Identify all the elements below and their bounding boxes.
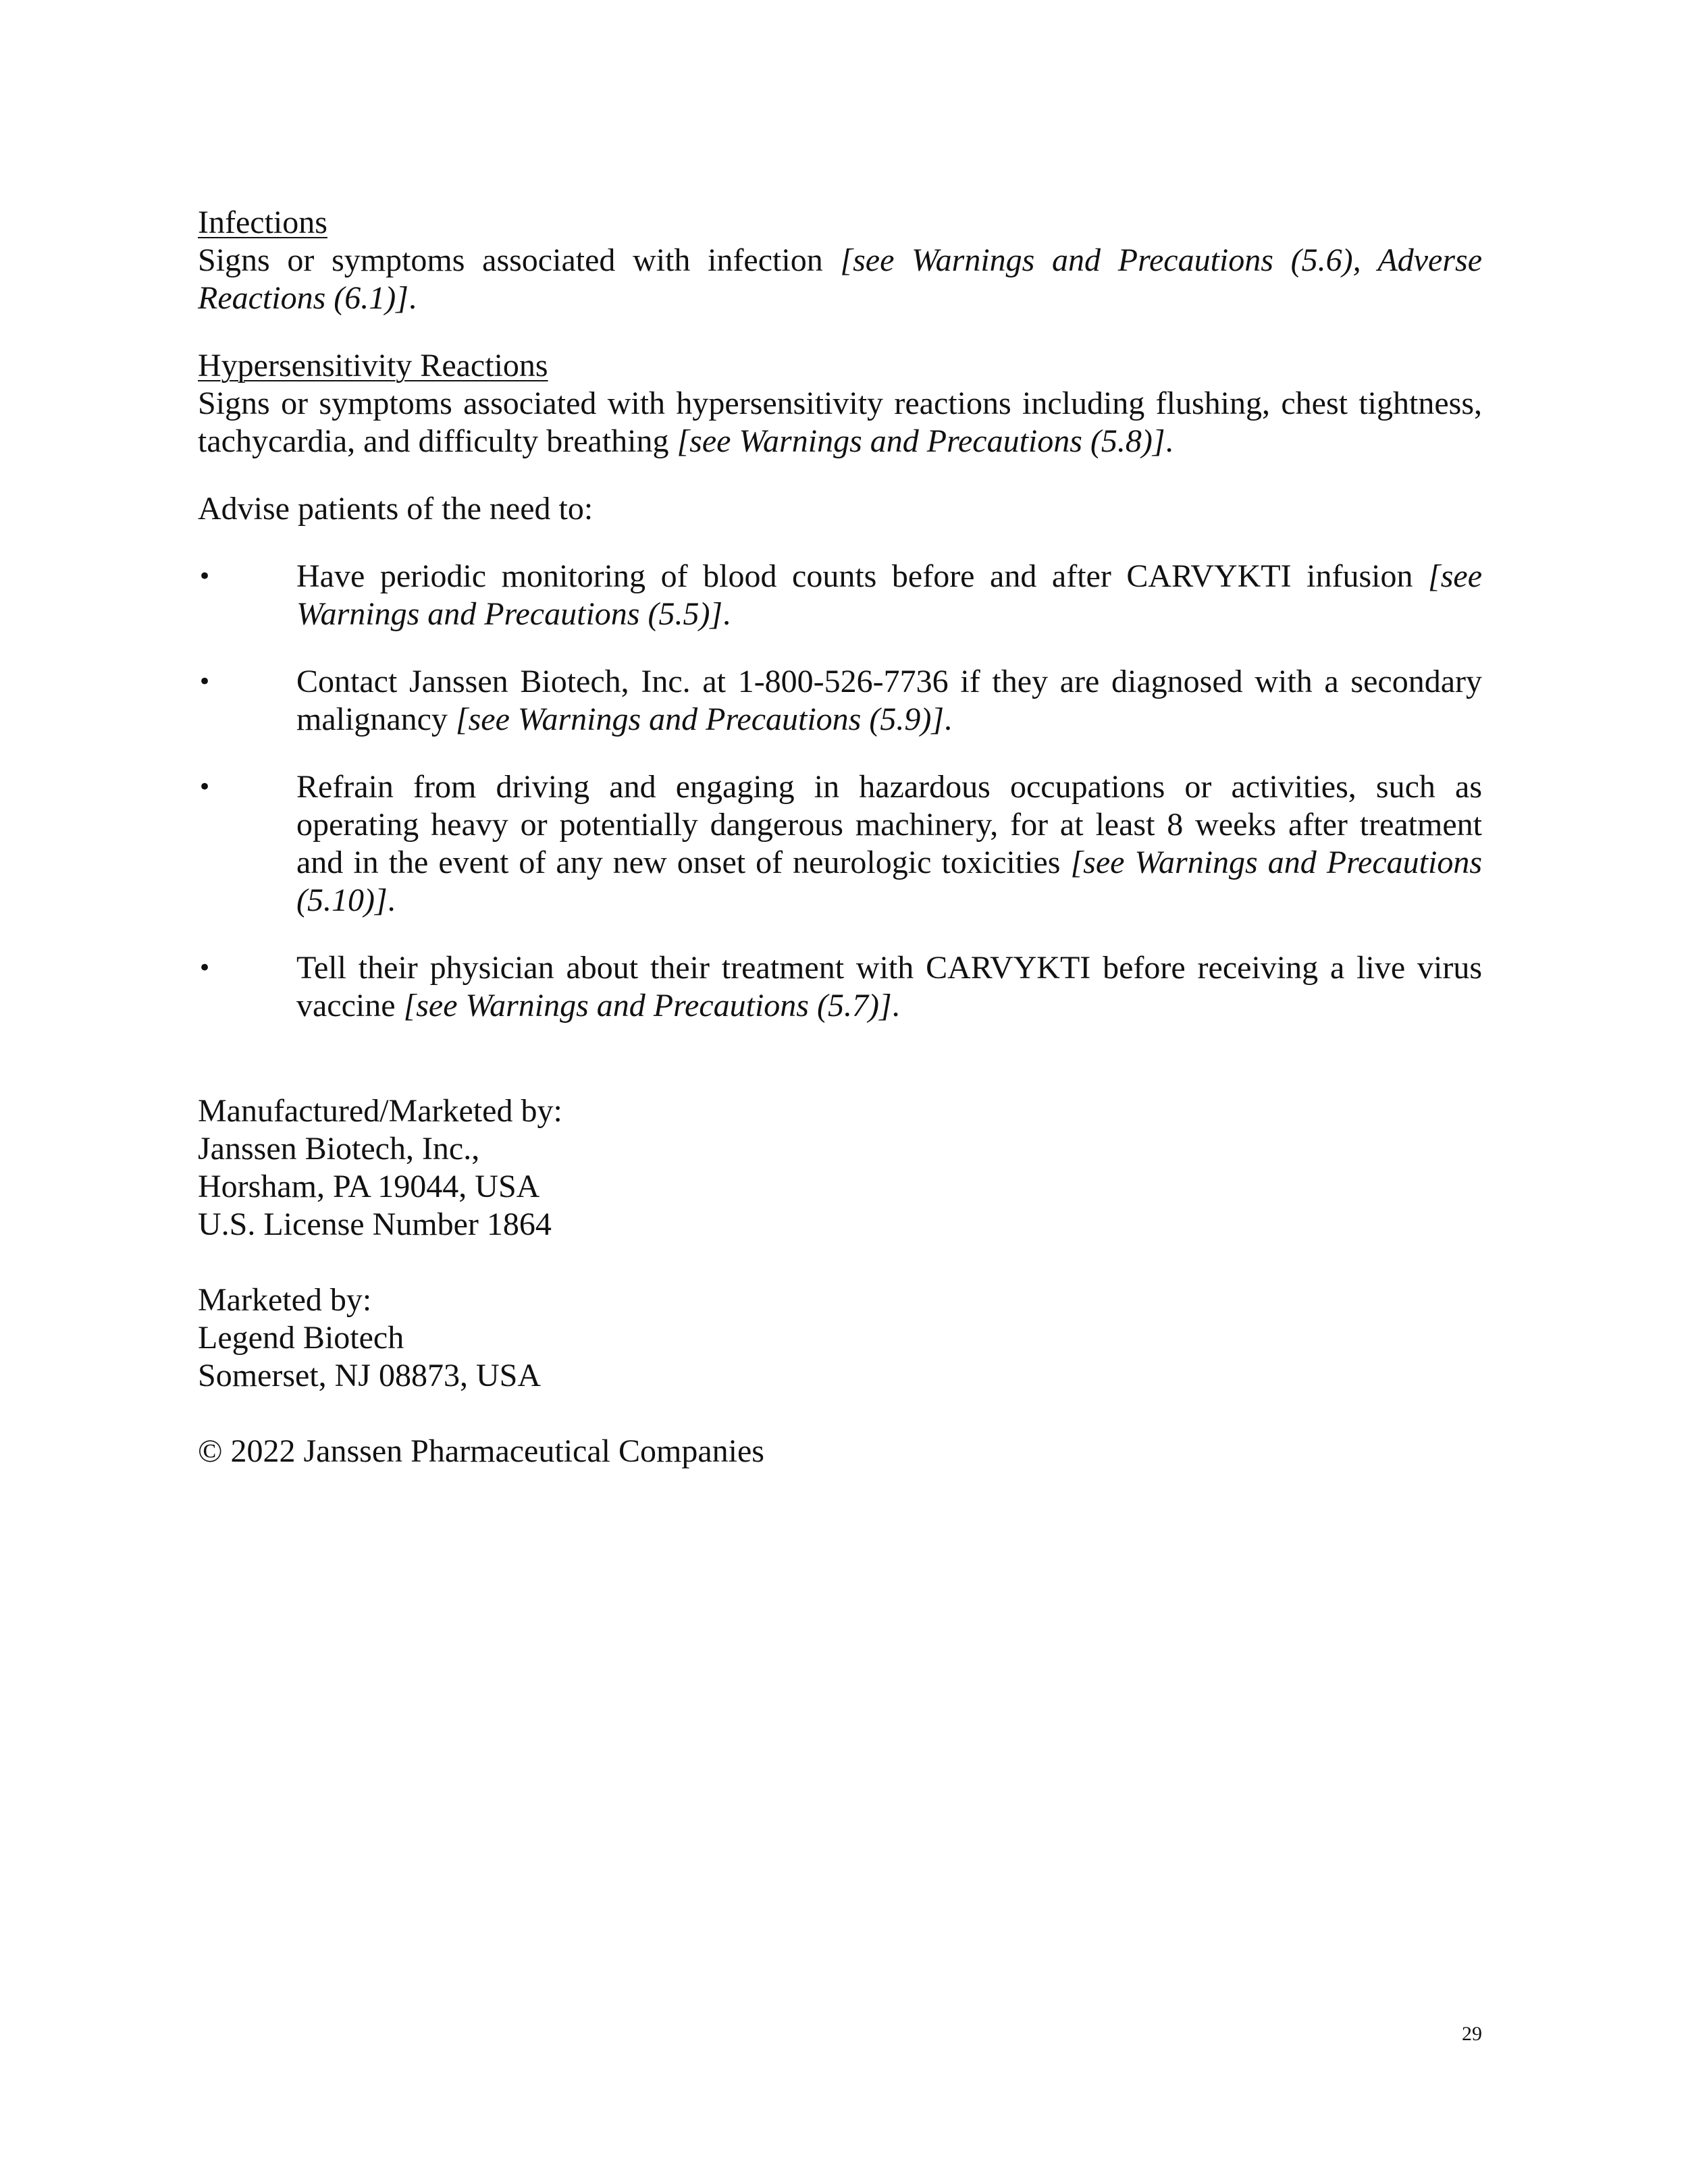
advise-list: [198, 558, 1482, 1025]
page-number: 29: [1462, 2023, 1482, 2045]
hypersensitivity-reference: [see Warnings and Precautions (5.8)]: [677, 423, 1165, 459]
page-content: [198, 204, 1482, 1470]
copyright-notice: © 2022 Janssen Pharmaceutical Companies: [198, 1433, 764, 1469]
hypersensitivity-section: [198, 347, 1482, 460]
bullet-text: Contact Janssen Biotech, Inc. at 1-800-526-7736 if they are diagnosed with a secondary malignancy: [296, 664, 1482, 737]
list-item: [198, 663, 1482, 739]
bullet-period: .: [944, 701, 952, 737]
infections-period: .: [408, 280, 417, 316]
advise-intro: Advise patients of the need to:: [198, 491, 594, 527]
bullet-reference: [see Warnings and Precautions (5.10)]: [296, 845, 1482, 918]
infections-heading: Infections: [198, 205, 327, 240]
bullet-reference: [see Warnings and Precautions (5.5)]: [296, 558, 1482, 632]
bullet-text: Refrain from driving and engaging in hazardous occupations or activities, such as operating heavy or potentially dangerous machinery, for at least 8 weeks after treatment and in the event of any new onset of neurologic toxicities: [296, 769, 1482, 880]
bullet-text: Have periodic monitoring of blood counts before and after CARVYKTI infusion: [296, 558, 1429, 594]
list-item: [198, 768, 1482, 920]
bullet-text: Tell their physician about their treatment with CARVYKTI before receiving a live virus vaccine: [296, 950, 1482, 1023]
infections-section: [198, 204, 1482, 317]
marketer-name: Legend Biotech: [198, 1320, 404, 1356]
manufacturer-name: Janssen Biotech, Inc.,: [198, 1131, 480, 1167]
infections-paragraph: [198, 242, 1482, 317]
bullet-reference: [see Warnings and Precautions (5.9)]: [455, 701, 944, 737]
manufacturer-label: Manufactured/Marketed by:: [198, 1093, 562, 1129]
marketer-address: Somerset, NJ 08873, USA: [198, 1358, 542, 1393]
address-block: [198, 1092, 1482, 1470]
marketer-block: [198, 1281, 1482, 1395]
marketer-label: Marketed by:: [198, 1282, 372, 1318]
bullet-icon: •: [198, 668, 212, 695]
list-item: [198, 558, 1482, 633]
list-item: [198, 949, 1482, 1025]
infections-text: Signs or symptoms associated with infection: [198, 242, 841, 278]
bullet-period: .: [891, 988, 900, 1023]
bullet-period: .: [722, 596, 731, 632]
hypersensitivity-period: .: [1165, 423, 1173, 459]
manufacturer-block: [198, 1092, 1482, 1244]
bullet-period: .: [387, 882, 396, 918]
bullet-icon: •: [198, 955, 212, 982]
infections-reference: [see Warnings and Precautions (5.6), Adverse Reactions (6.1)]: [198, 242, 1483, 316]
hypersensitivity-text: Signs or symptoms associated with hypersensitivity reactions including flushing, chest tightness, tachycardia, and difficulty breathing: [198, 385, 1482, 459]
bullet-icon: •: [198, 563, 212, 590]
hypersensitivity-paragraph: [198, 385, 1482, 460]
bullet-icon: •: [198, 774, 212, 801]
hypersensitivity-heading: Hypersensitivity Reactions: [198, 348, 548, 383]
manufacturer-license: U.S. License Number 1864: [198, 1206, 552, 1242]
bullet-reference: [see Warnings and Precautions (5.7)]: [403, 988, 892, 1023]
manufacturer-address: Horsham, PA 19044, USA: [198, 1169, 540, 1204]
